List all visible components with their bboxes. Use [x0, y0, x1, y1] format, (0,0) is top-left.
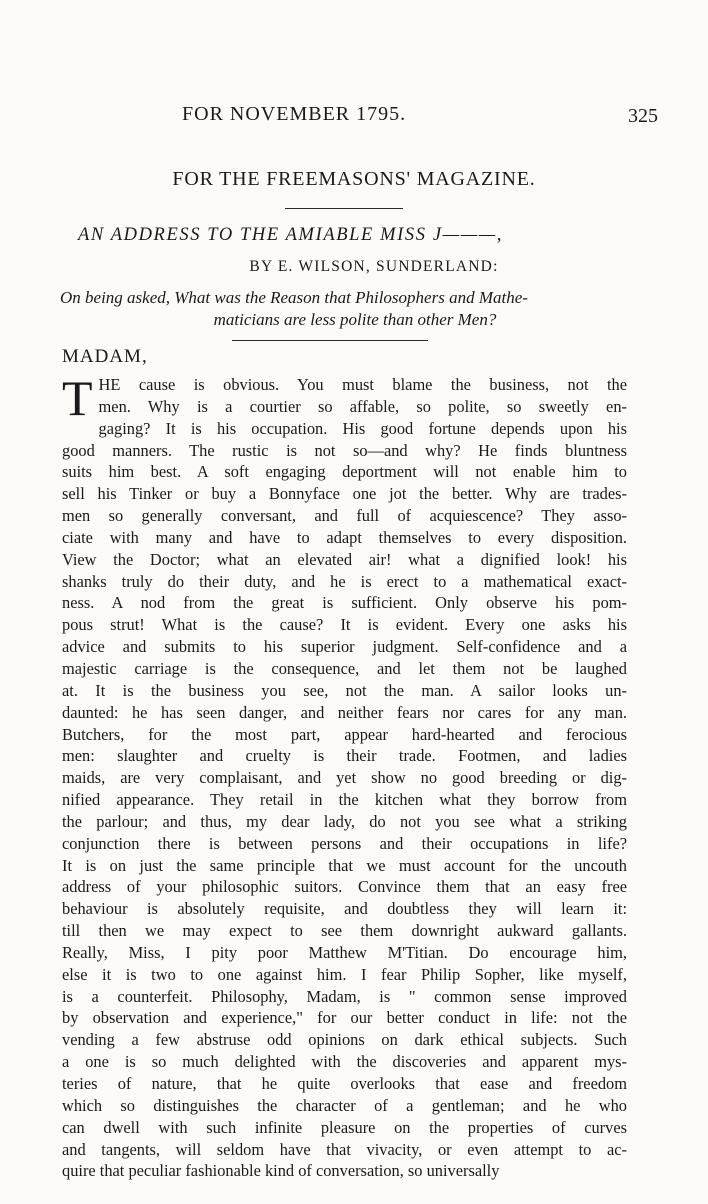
page-number: 325	[628, 105, 658, 127]
text-line: conjunction there is between persons and their occupations in life?	[62, 833, 627, 853]
text-line: good manners. The rustic is not so—and why? He finds bluntness	[62, 440, 627, 460]
running-head-title: FOR NOVEMBER 1795.	[182, 103, 407, 125]
article-subtitle	[60, 287, 620, 331]
text-line: ness. A nod from the great is sufficient. Only observe his pom-	[62, 593, 627, 613]
subtitle-line-1: On being asked, What was the Reason that Philosophers and Mathe-	[60, 288, 528, 307]
drop-cap: T	[62, 370, 93, 426]
text-line: suits him best. A soft engaging deportment will not enable him to	[62, 462, 627, 482]
text-line: which so distinguishes the character of a gentleman; and he who	[62, 1095, 627, 1115]
text-line: nified appearance. They retail in the kitchen what they borrow from	[62, 790, 627, 810]
text-line: HE cause is obvious. You must blame the business, not the	[98, 375, 627, 394]
text-line: gaging? It is his occupation. His good fortune depends upon his	[98, 418, 627, 438]
text-line: View the Doctor; what an elevated air! what a dignified look! his	[62, 549, 627, 569]
text-line: the parlour; and thus, my dear lady, do not you see what a striking	[62, 811, 627, 831]
text-line: at. It is the business you see, not the man. A sailor looks un-	[62, 680, 627, 700]
text-line: address of your philosophic suitors. Convince them that an easy free	[62, 877, 627, 897]
magazine-title: FOR THE FREEMASONS' MAGAZINE.	[172, 168, 536, 190]
text-line: daunted: he has seen danger, and neither fears nor cares for any man.	[62, 702, 627, 722]
text-line: ciate with many and have to adapt themselves to every disposition.	[62, 527, 627, 547]
article-title: AN ADDRESS TO THE AMIABLE MISS J———,	[78, 225, 504, 245]
text-line: Butchers, for the most part, appear hard-hearted and ferocious	[62, 724, 627, 744]
running-head	[0, 103, 708, 133]
text-line: else it is two to one against him. I fear Philip Sopher, like myself,	[62, 964, 627, 984]
text-line: maids, are very complaisant, and yet show no good breeding or dig-	[62, 768, 627, 788]
text-line: teries of nature, that he quite overlooks that ease and freedom	[62, 1074, 627, 1093]
text-line: men: slaughter and cruelty is their trade. Footmen, and ladies	[62, 746, 627, 766]
text-line: pous strut! What is the cause? It is evident. Every one asks his	[62, 615, 627, 635]
text-line: till then we may expect to see them downright aukward gallants.	[62, 921, 627, 941]
text-line: behaviour is absolutely requisite, and doubtless they will learn it:	[62, 899, 627, 919]
text-line: shanks truly do their duty, and he is erect to a mathematical exact-	[62, 571, 627, 591]
text-line: It is on just the same principle that we must account for the uncouth	[62, 855, 627, 875]
subtitle-divider	[232, 340, 428, 341]
text-line: sell his Tinker or buy a Bonnyface one jot the better. Why are trades-	[62, 484, 627, 504]
text-line: majestic carriage is the consequence, and let them not be laughed	[62, 658, 627, 678]
text-line: advice and submits to his superior judgment. Self-confidence and a	[62, 637, 627, 657]
text-line: quire that peculiar fashionable kind of conversation, so universally	[62, 1161, 500, 1181]
text-line: by observation and experience," for our better conduct in life: not the	[62, 1008, 627, 1028]
text-line: a one is so much delighted with the discoveries and apparent mys-	[62, 1052, 627, 1072]
text-line: and tangents, will seldom have that vivacity, or even attempt to ac-	[62, 1139, 627, 1159]
article-body	[62, 370, 627, 1182]
text-line: is a counterfeit. Philosophy, Madam, is " common sense improved	[62, 986, 627, 1006]
text-line: men. Why is a courtier so affable, so polite, so sweetly en-	[98, 396, 627, 416]
text-line: Really, Miss, I pity poor Matthew M'Titian. Do encourage him,	[62, 942, 627, 962]
title-divider	[285, 208, 403, 209]
text-line: can dwell with such infinite pleasure on the properties of curves	[62, 1117, 627, 1137]
article-byline: BY E. WILSON, SUNDERLAND:	[249, 258, 499, 275]
salutation: MADAM,	[62, 346, 148, 367]
text-line: vending a few abstruse odd opinions on dark ethical subjects. Such	[62, 1030, 627, 1050]
subtitle-line-2: maticians are less polite than other Men?	[213, 310, 497, 329]
text-line: men so generally conversant, and full of acquiescence? They asso-	[62, 506, 627, 526]
